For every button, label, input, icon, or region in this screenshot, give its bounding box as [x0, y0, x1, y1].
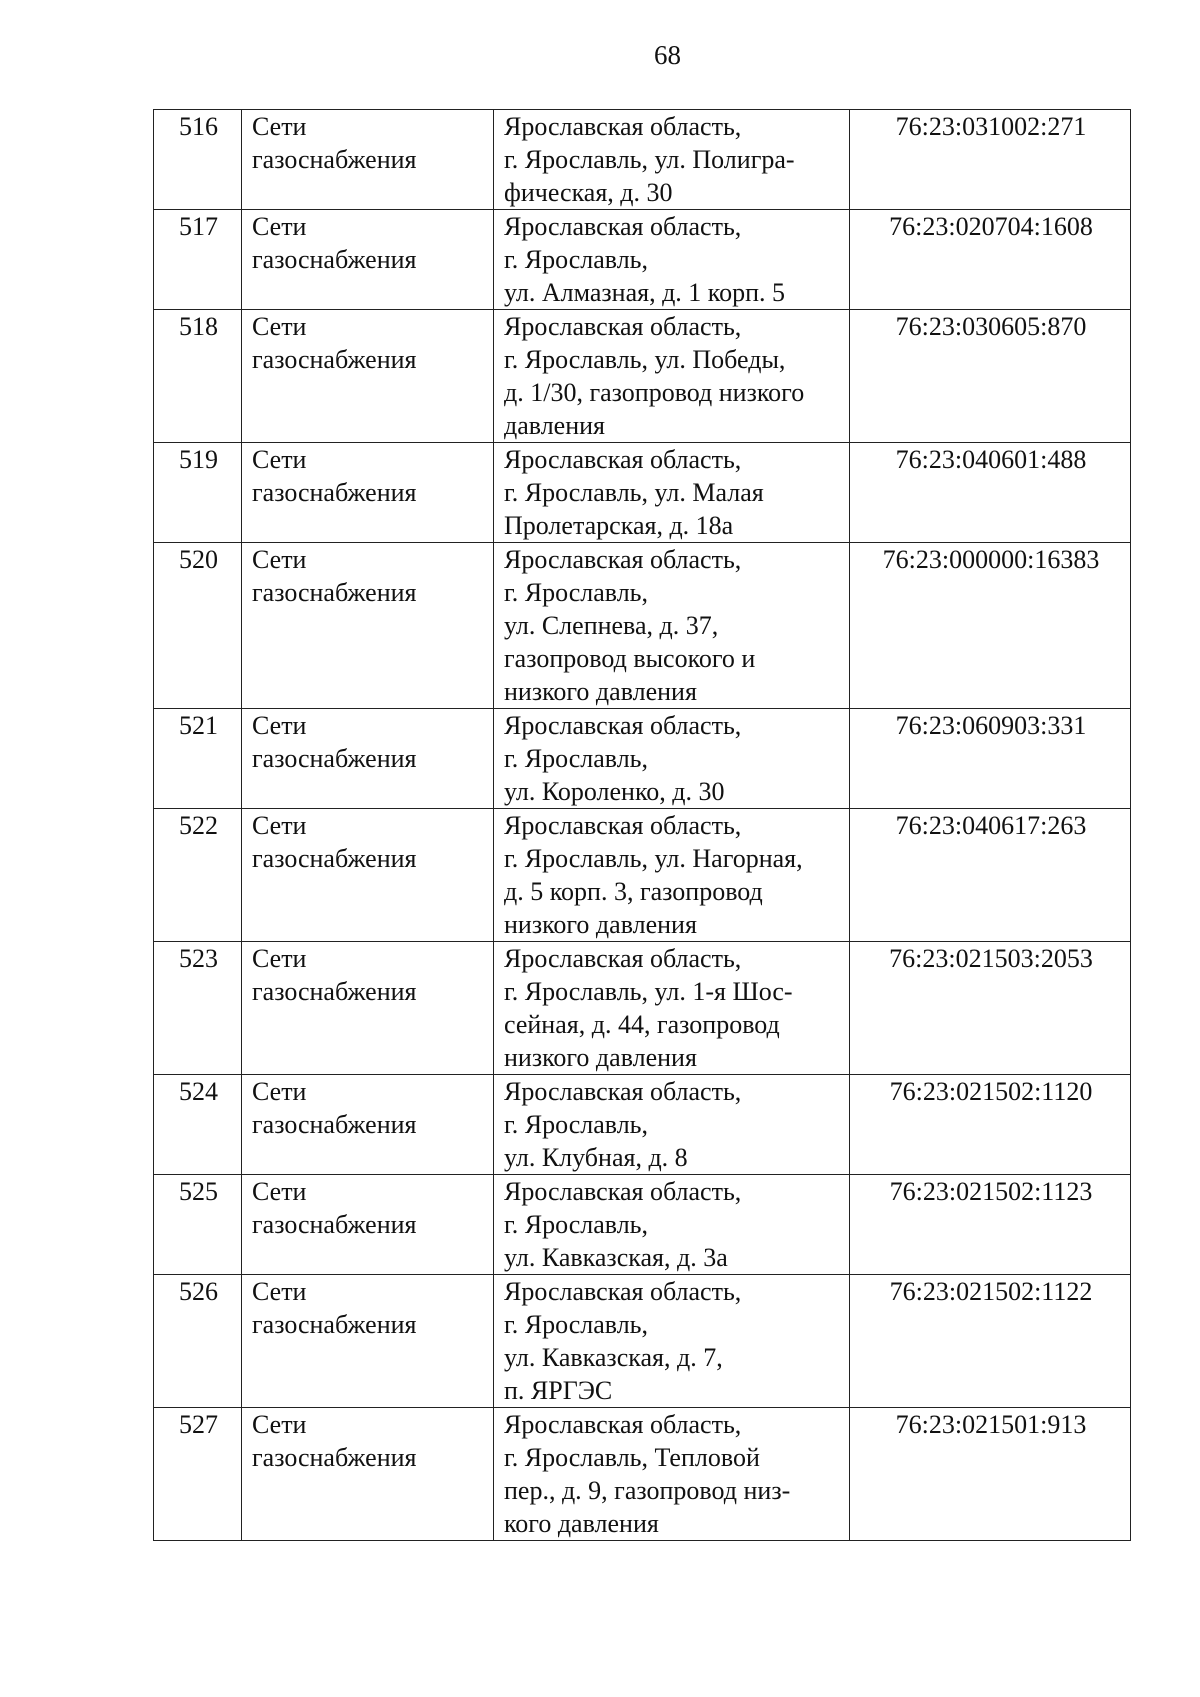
address-line: д. 5 корп. 3, газопровод: [504, 877, 763, 906]
row-number-cell: 517: [154, 210, 242, 310]
address-line: г. Ярославль, ул. Нагорная,: [504, 844, 803, 873]
object-name-line: Сети: [252, 445, 307, 474]
row-number-cell: 524: [154, 1075, 242, 1175]
address-line: д. 1/30, газопровод низкого: [504, 378, 805, 407]
address-line: низкого давления: [504, 677, 697, 706]
object-name-cell: [242, 310, 494, 443]
address-cell: [494, 543, 850, 709]
row-number-cell: 516: [154, 110, 242, 210]
table-row: [154, 1275, 1131, 1408]
object-name-line: Сети: [252, 1077, 307, 1106]
address-cell: [494, 809, 850, 942]
address-line: газопровод высокого и: [504, 644, 756, 673]
address-line: кого давления: [504, 1509, 659, 1538]
cadastral-number-cell: 76:23:021502:1120: [850, 1075, 1131, 1175]
object-name-line: газоснабжения: [252, 1443, 417, 1472]
address-cell: [494, 1075, 850, 1175]
table-row: [154, 942, 1131, 1075]
address-line: Ярославская область,: [504, 1177, 742, 1206]
address-cell: [494, 1275, 850, 1408]
object-name-line: газоснабжения: [252, 977, 417, 1006]
address-line: Ярославская область,: [504, 711, 742, 740]
cadastral-number-cell: 76:23:040617:263: [850, 809, 1131, 942]
address-cell: [494, 310, 850, 443]
address-line: п. ЯРГЭС: [504, 1376, 613, 1405]
object-name-cell: [242, 1275, 494, 1408]
object-name-line: Сети: [252, 1277, 307, 1306]
address-line: давления: [504, 411, 606, 440]
table-row: [154, 210, 1131, 310]
address-line: Ярославская область,: [504, 445, 742, 474]
object-name-line: газоснабжения: [252, 1310, 417, 1339]
address-cell: [494, 709, 850, 809]
table-row: [154, 1175, 1131, 1275]
address-line: Ярославская область,: [504, 944, 742, 973]
address-line: Ярославская область,: [504, 312, 742, 341]
table-row: [154, 110, 1131, 210]
object-name-line: Сети: [252, 545, 307, 574]
row-number-cell: 522: [154, 809, 242, 942]
address-line: ул. Клубная, д. 8: [504, 1143, 688, 1172]
address-line: Ярославская область,: [504, 112, 742, 141]
address-cell: [494, 110, 850, 210]
object-name-cell: [242, 210, 494, 310]
address-line: Ярославская область,: [504, 1410, 742, 1439]
object-name-cell: [242, 709, 494, 809]
object-name-cell: [242, 110, 494, 210]
cadastral-number-cell: 76:23:021502:1122: [850, 1275, 1131, 1408]
address-cell: [494, 210, 850, 310]
address-line: низкого давления: [504, 910, 697, 939]
address-cell: [494, 942, 850, 1075]
object-name-cell: [242, 543, 494, 709]
address-line: г. Ярославль, ул. Полигра-: [504, 145, 795, 174]
object-name-line: газоснабжения: [252, 844, 417, 873]
object-name-line: газоснабжения: [252, 578, 417, 607]
address-line: Ярославская область,: [504, 811, 742, 840]
address-line: Ярославская область,: [504, 1277, 742, 1306]
object-name-cell: [242, 809, 494, 942]
row-number-cell: 518: [154, 310, 242, 443]
address-line: г. Ярославль, ул. 1-я Шос-: [504, 977, 793, 1006]
object-name-line: газоснабжения: [252, 478, 417, 507]
address-cell: [494, 1175, 850, 1275]
object-name-line: газоснабжения: [252, 744, 417, 773]
object-name-line: газоснабжения: [252, 245, 417, 274]
object-name-line: Сети: [252, 811, 307, 840]
address-line: г. Ярославль, Тепловой: [504, 1443, 760, 1472]
object-name-line: Сети: [252, 112, 307, 141]
table-row: [154, 310, 1131, 443]
object-name-line: газоснабжения: [252, 1110, 417, 1139]
address-cell: [494, 1408, 850, 1541]
object-name-line: газоснабжения: [252, 345, 417, 374]
object-name-line: Сети: [252, 212, 307, 241]
address-line: Ярославская область,: [504, 212, 742, 241]
row-number-cell: 525: [154, 1175, 242, 1275]
object-name-line: Сети: [252, 1177, 307, 1206]
address-line: г. Ярославль, ул. Победы,: [504, 345, 786, 374]
registry-body: [154, 110, 1131, 1541]
address-line: пер., д. 9, газопровод низ-: [504, 1476, 791, 1505]
row-number-cell: 520: [154, 543, 242, 709]
row-number-cell: 527: [154, 1408, 242, 1541]
address-line: ул. Кавказская, д. 7,: [504, 1343, 723, 1372]
address-line: ул. Короленко, д. 30: [504, 777, 725, 806]
object-name-cell: [242, 1175, 494, 1275]
table-row: [154, 1075, 1131, 1175]
table-row: [154, 443, 1131, 543]
row-number-cell: 521: [154, 709, 242, 809]
cadastral-number-cell: 76:23:060903:331: [850, 709, 1131, 809]
address-line: г. Ярославль,: [504, 1310, 649, 1339]
cadastral-number-cell: 76:23:040601:488: [850, 443, 1131, 543]
object-name-cell: [242, 942, 494, 1075]
address-line: ул. Кавказская, д. 3а: [504, 1243, 728, 1272]
address-line: г. Ярославль,: [504, 245, 649, 274]
table-row: [154, 1408, 1131, 1541]
address-line: Ярославская область,: [504, 1077, 742, 1106]
cadastral-number-cell: 76:23:021502:1123: [850, 1175, 1131, 1275]
object-name-cell: [242, 1075, 494, 1175]
object-name-cell: [242, 443, 494, 543]
address-line: Пролетарская, д. 18а: [504, 511, 734, 540]
object-name-line: Сети: [252, 1410, 307, 1439]
cadastral-number-cell: 76:23:030605:870: [850, 310, 1131, 443]
table-row: [154, 809, 1131, 942]
object-name-line: Сети: [252, 312, 307, 341]
table-row: [154, 543, 1131, 709]
cadastral-number-cell: 76:23:021501:913: [850, 1408, 1131, 1541]
address-line: г. Ярославль,: [504, 1110, 649, 1139]
object-name-line: газоснабжения: [252, 1210, 417, 1239]
address-line: г. Ярославль, ул. Малая: [504, 478, 764, 507]
table-row: [154, 709, 1131, 809]
registry-table: [153, 109, 1131, 1541]
cadastral-number-cell: 76:23:021503:2053: [850, 942, 1131, 1075]
address-cell: [494, 443, 850, 543]
object-name-line: Сети: [252, 944, 307, 973]
object-name-line: газоснабжения: [252, 145, 417, 174]
address-line: низкого давления: [504, 1043, 697, 1072]
address-line: ул. Слепнева, д. 37,: [504, 611, 719, 640]
address-line: сейная, д. 44, газопровод: [504, 1010, 780, 1039]
cadastral-number-cell: 76:23:020704:1608: [850, 210, 1131, 310]
address-line: г. Ярославль,: [504, 1210, 649, 1239]
address-line: г. Ярославль,: [504, 578, 649, 607]
object-name-cell: [242, 1408, 494, 1541]
address-line: Ярославская область,: [504, 545, 742, 574]
address-line: г. Ярославль,: [504, 744, 649, 773]
cadastral-number-cell: 76:23:031002:271: [850, 110, 1131, 210]
address-line: фическая, д. 30: [504, 178, 673, 207]
row-number-cell: 526: [154, 1275, 242, 1408]
object-name-line: Сети: [252, 711, 307, 740]
cadastral-number-cell: 76:23:000000:16383: [850, 543, 1131, 709]
page-number: 68: [654, 40, 681, 70]
row-number-cell: 523: [154, 942, 242, 1075]
address-line: ул. Алмазная, д. 1 корп. 5: [504, 278, 786, 307]
row-number-cell: 519: [154, 443, 242, 543]
